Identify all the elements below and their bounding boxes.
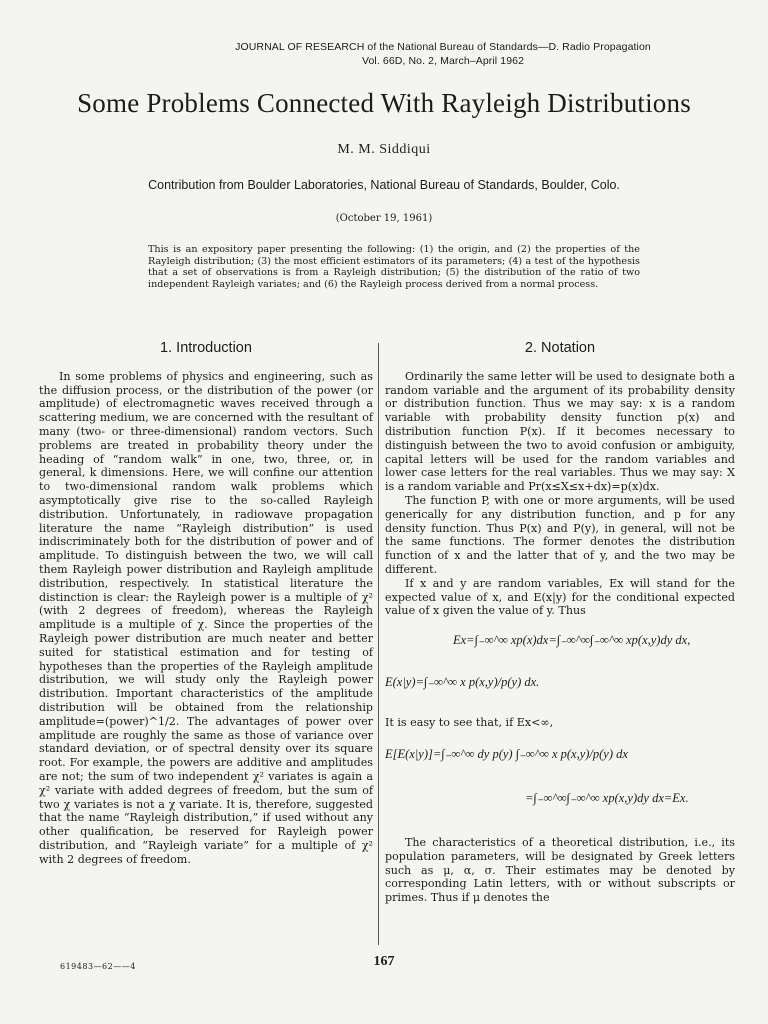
print-code: 619483—62——4 [60,962,136,971]
section-heading-introduction: 1. Introduction [160,340,252,356]
journal-header [0,40,768,68]
journal-line-1: JOURNAL OF RESEARCH of the National Bureau of Standards—D. Radio Propagation [235,41,651,53]
author: M. M. Siddiqui [337,142,431,157]
notation-paragraph-3: If x and y are random variables, Ex will stand for the expected value of x, and E(x|y) for the conditional expected value of x given the value of y. Thus [385,576,735,618]
notation-mid-text: It is easy to see that, if Ex<∞, [385,716,554,730]
notation-paragraph-1: Ordinarily the same letter will be used to designate both a random variable and the argument of its probability density or distribution function. Thus we may say: x is a random variable with probability density function p(x) and distribution function P(x). If it becomes necessary to distinguish between the two to avoid confusion or ambiguity, capital letters will be used for the random variables and lower case letters for the real variables. Thus we may say: X is a random variable and Pr(x≤X≤x+dx)=p(x)dx. [385,369,735,494]
section-heading-notation: 2. Notation [524,340,596,356]
column-divider [378,343,379,945]
section-notation [385,340,735,905]
paper-title: Some Problems Connected With Rayleigh Distributions [77,88,691,118]
journal-line-2: Vol. 66D, No. 2, March–April 1962 [361,55,525,67]
section-introduction [39,340,373,866]
abstract-text: This is an expository paper presenting the following: (1) the origin, and (2) the properties of the Rayleigh distribution; (3) the most efficient estimators of its parameters; (4) a test of the hypothesis that a set of observations is from a Rayleigh distribution; (5) the distribution of the ratio of two independent Rayleigh variates; and (6) the Rayleigh process derived from a normal process. [148,244,640,290]
notation-paragraph-2: The function P, with one or more arguments, will be used generically for any distribution function, and p for any density function. Thus P(x) and P(y), in general, will not be the same functions. The former denotes the distribution function of x and the latter that of y, and the two may be different. [385,493,735,576]
equation-iterated-expectation: E[E(x|y)]=∫₋∞^∞ dy p(y) ∫₋∞^∞ x p(x,y)/p(y) dx [385,746,628,761]
equation-iterated-result: =∫₋∞^∞∫₋∞^∞ xp(x,y)dy dx=Ex. [525,790,689,805]
affiliation: Contribution from Boulder Laboratories, National Bureau of Standards, Boulder, Colo. [148,178,620,192]
page-number: 167 [373,954,395,969]
equation-expected-value: Ex=∫₋∞^∞ xp(x)dx=∫₋∞^∞∫₋∞^∞ xp(x,y)dy dx, [453,633,691,648]
intro-paragraph: In some problems of physics and engineering, such as the diffusion process, or the distribution of the power (or amplitude) of electromagnetic waves received through a scattering medium, we are concerned with the resultant of many (two- or three-dimensional) random vectors. Such problems are treated in probability theory under the heading of “random walk” in one, two, three, or, in general, k dimensions. Here, we will confine our attention to two-dimensional random walk problems which asymptotically give rise to the so-called Rayleigh distribution. Unfortunately, in radiowave propagation literature the name “Rayleigh distribution” is used indiscriminately both for the distribution of power and of amplitude. To distinguish between the two, we will call them Rayleigh power distribution and Rayleigh amplitude distribution, respectively. In statistical literature the distinction is clear: the Rayleigh power is a multiple of χ² (with 2 degrees of freedom), whereas the Rayleigh amplitude is a multiple of χ. Since the properties of the Rayleigh power distribution are much neater and better suited for statistical estimation and for testing of hypotheses than the properties of the Rayleigh amplitude distribution, we will study only the Rayleigh power distribution. Important characteristics of the amplitude distribution will be obtained from the relationship amplitude=(power)^1/2. The advantages of power over amplitude are roughly the same as those of variance over standard deviation, or of spectral density over its square root. For example, the powers are additive and amplitudes are not; the sum of two independent χ² variates is again a χ² variate with added degrees of freedom, but the sum of two χ variates is not a χ variate. It is, therefore, suggested that the name “Rayleigh distribution,” if used without any other qualification, be reserved for Rayleigh power distribution, and “Rayleigh variate” for a multiple of χ² with 2 degrees of freedom. [39,369,373,866]
equation-conditional-expectation: E(x|y)=∫₋∞^∞ x p(x,y)/p(y) dx. [385,675,540,690]
abstract [148,244,640,290]
notation-paragraph-4: The characteristics of a theoretical distribution, i.e., its population parameters, will be designated by Greek letters such as μ, α, σ. Their estimates may be denoted by corresponding Latin letters, with or without subscripts or primes. Thus if μ denotes the [385,835,735,905]
received-date: (October 19, 1961) [335,213,433,224]
